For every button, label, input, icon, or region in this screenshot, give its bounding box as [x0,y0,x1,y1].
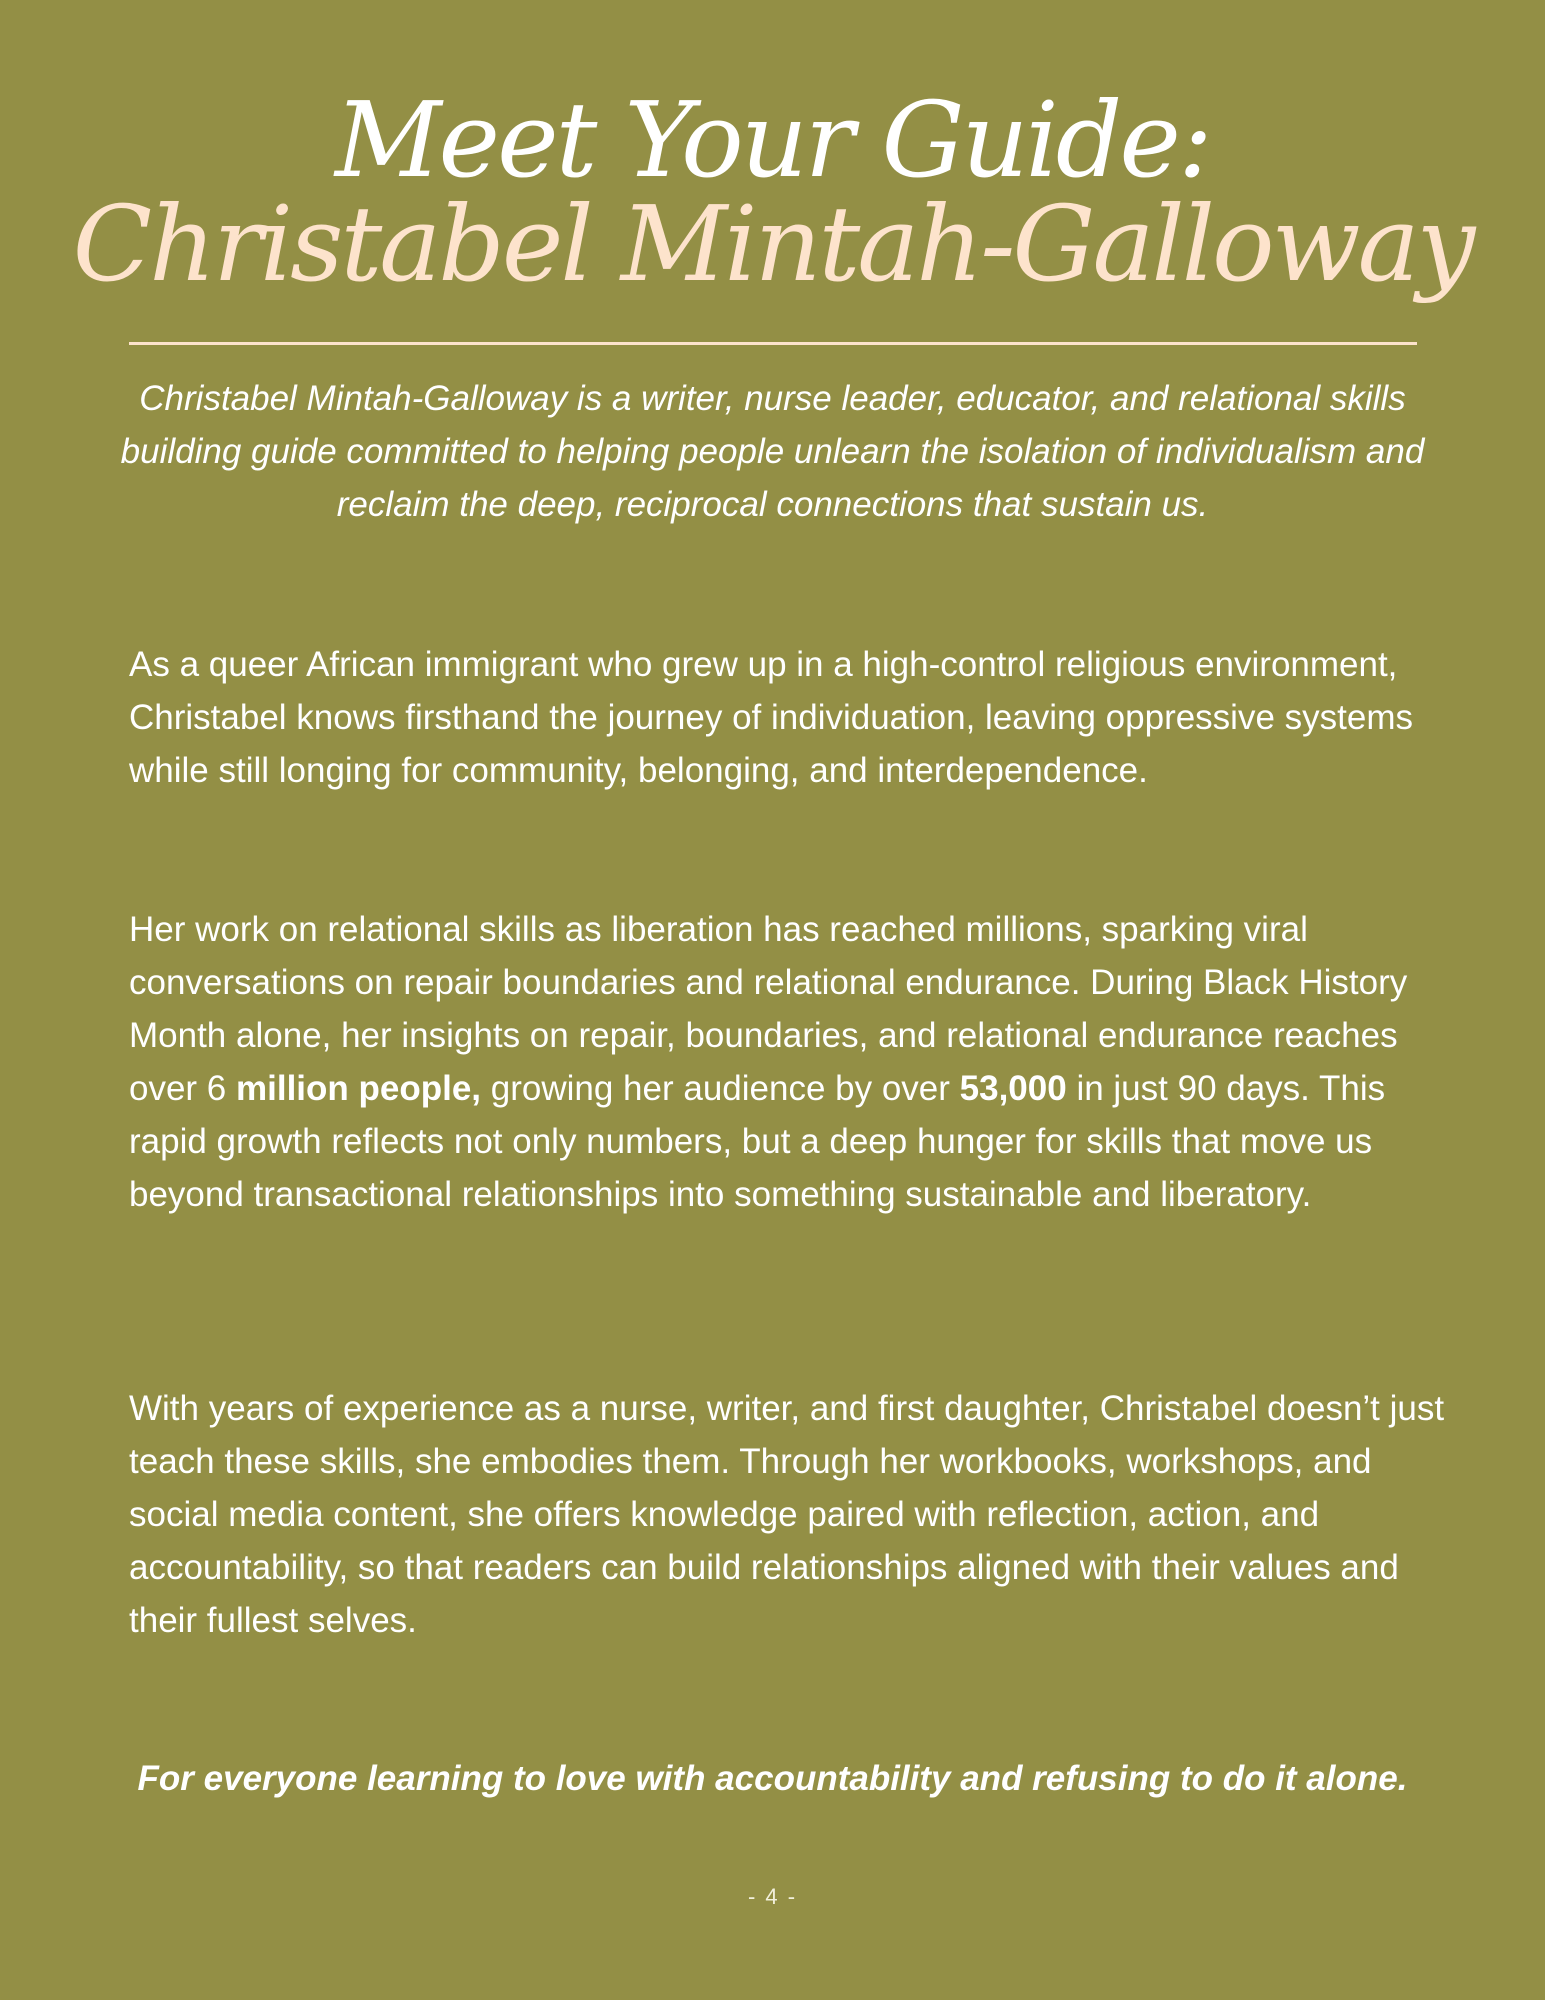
title-guide-name: Christabel Mintah-Galloway [72,183,1473,305]
reach-text-part1: Her work on relational skills as liberation has reached millions, sparking viral conversations on repair boundaries and relational endurance. During Black History Month alone, her insights on repair, boundaries, and relational endurance reaches over 6 [129,910,1408,1108]
intro-paragraph: Christabel Mintah-Galloway is a writer, nurse leader, educator, and relational skills building guide committed to helping people unlearn the isolation of individualism and reclaim the deep, reciprocal connections that sustain us. [120,379,1425,524]
title-divider [129,342,1417,345]
reach-text-part2: growing her audience by over [481,1069,960,1108]
bio-paragraph-reach [129,903,1449,1221]
reach-text-part3: in just 90 days. This rapid growth reflects not only numbers, but a deep hunger for skills that move us beyond transactional relationships into something sustainable and liberatory. [129,1069,1386,1214]
bio-paragraph-experience: With years of experience as a nurse, writer, and first daughter, Christabel doesn’t just teach these skills, she embodies them. Through her workbooks, workshops, and social media content, she offers knowledge paired with reflection, action, and accountability, so that readers can build relationships aligned with their values and their fullest selves. [129,1389,1445,1640]
reach-bold-million: million people, [236,1069,482,1108]
reach-bold-count: 53,000 [959,1069,1067,1108]
title-heading: Meet Your Guide: [335,79,1210,201]
bio-paragraph-background: As a queer African immigrant who grew up in a high-control religious environment, Christabel knows firsthand the journey of individuation, leaving oppressive systems while still longing for community, belonging, and interdependence. [129,645,1413,790]
page-number: - 4 - [747,1884,798,1909]
closing-statement: For everyone learning to love with accountability and refusing to do it alone. [137,1759,1408,1798]
page-title [0,79,1545,305]
